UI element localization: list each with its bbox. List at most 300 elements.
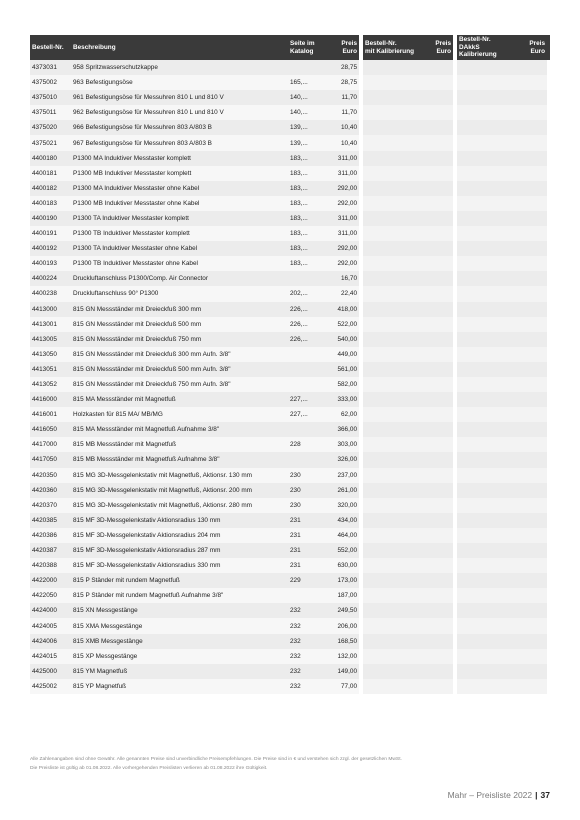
cell-calibration-number [363, 317, 425, 332]
cell-dakks-number [457, 558, 519, 573]
cell-catalog-page [288, 60, 321, 75]
cell-calibration-price [425, 286, 453, 301]
cell-dakks-number [457, 241, 519, 256]
cell-calibration-price [425, 603, 453, 618]
cell-dakks-number [457, 135, 519, 150]
cell-dakks-price [519, 226, 547, 241]
table-row [30, 437, 550, 452]
cell-order-number: 4420386 [30, 528, 71, 543]
cell-catalog-page: 231 [288, 543, 321, 558]
cell-calibration-number [363, 105, 425, 120]
cell-dakks-price [519, 483, 547, 498]
cell-order-number: 4413005 [30, 332, 71, 347]
cell-description: 815 XMA Messgestänge [71, 618, 288, 633]
cell-price: 366,00 [321, 422, 359, 437]
table-row [30, 679, 550, 694]
cell-price: 249,50 [321, 603, 359, 618]
cell-calibration-number [363, 120, 425, 135]
cell-calibration-price [425, 241, 453, 256]
cell-dakks-number [457, 618, 519, 633]
cell-description: 815 MF 3D-Messgelenkstativ Aktionsradius 130 mm [71, 513, 288, 528]
cell-catalog-page: 183,... [288, 166, 321, 181]
cell-dakks-number [457, 483, 519, 498]
cell-calibration-price [425, 166, 453, 181]
cell-description: P1300 MB Induktiver Messtaster komplett [71, 166, 288, 181]
page-number: 37 [540, 790, 550, 800]
header-dakks-number-line1: Bestell-Nr. [459, 36, 491, 44]
cell-dakks-price [519, 196, 547, 211]
cell-order-number: 4400238 [30, 286, 71, 301]
cell-description: P1300 MA Induktiver Messtaster ohne Kabel [71, 181, 288, 196]
cell-calibration-price [425, 135, 453, 150]
cell-order-number: 4400193 [30, 256, 71, 271]
cell-order-number: 4417050 [30, 452, 71, 467]
cell-order-number: 4420388 [30, 558, 71, 573]
cell-calibration-price [425, 634, 453, 649]
cell-dakks-price [519, 317, 547, 332]
cell-price: 418,00 [321, 302, 359, 317]
cell-catalog-page [288, 362, 321, 377]
cell-catalog-page: 226,... [288, 332, 321, 347]
cell-calibration-number [363, 603, 425, 618]
cell-catalog-page: 231 [288, 513, 321, 528]
cell-catalog-page: 139,... [288, 135, 321, 150]
cell-calibration-number [363, 513, 425, 528]
cell-description: 815 P Ständer mit rundem Magnetfuß Aufnahme 3/8" [71, 588, 288, 603]
header-catalog-page [288, 35, 321, 60]
cell-description: 963 Befestigungsöse [71, 75, 288, 90]
disclaimer [30, 755, 550, 773]
cell-order-number: 4400182 [30, 181, 71, 196]
cell-calibration-number [363, 664, 425, 679]
cell-price: 28,75 [321, 75, 359, 90]
cell-description: 815 YM Magnetfuß [71, 664, 288, 679]
cell-description: 967 Befestigungsöse für Messuhren 803 A/803 B [71, 135, 288, 150]
cell-catalog-page: 228 [288, 437, 321, 452]
header-calibration-number-label [365, 40, 414, 55]
cell-calibration-number [363, 181, 425, 196]
table-row [30, 377, 550, 392]
table-row [30, 196, 550, 211]
cell-calibration-number [363, 468, 425, 483]
cell-dakks-price [519, 679, 547, 694]
cell-order-number: 4422000 [30, 573, 71, 588]
table-row [30, 543, 550, 558]
cell-calibration-number [363, 302, 425, 317]
cell-dakks-price [519, 634, 547, 649]
header-price-line2: Euro [342, 47, 357, 55]
cell-description: 815 MG 3D-Messgelenkstativ mit Magnetfuß, Aktionsr. 200 mm [71, 483, 288, 498]
cell-dakks-number [457, 196, 519, 211]
cell-calibration-price [425, 196, 453, 211]
cell-description: Holzkasten für 815 MA/ MB/MG [71, 407, 288, 422]
table-row [30, 166, 550, 181]
cell-calibration-number [363, 679, 425, 694]
cell-dakks-number [457, 120, 519, 135]
cell-dakks-price [519, 302, 547, 317]
cell-dakks-price [519, 392, 547, 407]
cell-price: 149,00 [321, 664, 359, 679]
cell-dakks-price [519, 60, 547, 75]
cell-catalog-page: 183,... [288, 226, 321, 241]
cell-order-number: 4424000 [30, 603, 71, 618]
cell-price: 206,00 [321, 618, 359, 633]
cell-catalog-page: 230 [288, 483, 321, 498]
cell-description: 815 MB Messständer mit Magnetfuß Aufnahme 3/8" [71, 452, 288, 467]
cell-calibration-price [425, 271, 453, 286]
cell-calibration-number [363, 151, 425, 166]
cell-price: 522,00 [321, 317, 359, 332]
cell-dakks-number [457, 468, 519, 483]
cell-catalog-page [288, 588, 321, 603]
cell-price: 168,50 [321, 634, 359, 649]
cell-order-number: 4424005 [30, 618, 71, 633]
cell-calibration-price [425, 679, 453, 694]
cell-description: 815 MF 3D-Messgelenkstativ Aktionsradius 287 mm [71, 543, 288, 558]
cell-calibration-number [363, 90, 425, 105]
header-order-number-label: Bestell-Nr. [32, 43, 64, 51]
cell-calibration-number [363, 528, 425, 543]
cell-price: 540,00 [321, 332, 359, 347]
cell-description: P1300 TA Induktiver Messtaster ohne Kabel [71, 241, 288, 256]
cell-price: 28,75 [321, 60, 359, 75]
cell-dakks-number [457, 347, 519, 362]
cell-calibration-price [425, 226, 453, 241]
cell-dakks-number [457, 603, 519, 618]
cell-order-number: 4373031 [30, 60, 71, 75]
cell-dakks-price [519, 135, 547, 150]
cell-catalog-page: 183,... [288, 256, 321, 271]
header-dakks-price [519, 35, 547, 60]
cell-order-number: 4420360 [30, 483, 71, 498]
cell-order-number: 4400183 [30, 196, 71, 211]
cell-catalog-page: 165,... [288, 75, 321, 90]
cell-calibration-number [363, 634, 425, 649]
header-catalog-page-label [290, 40, 315, 55]
cell-price: 292,00 [321, 181, 359, 196]
cell-calibration-number [363, 166, 425, 181]
header-catalog-page-line1: Seite im [290, 40, 315, 47]
cell-catalog-page [288, 347, 321, 362]
cell-dakks-price [519, 558, 547, 573]
cell-dakks-number [457, 105, 519, 120]
cell-calibration-number [363, 256, 425, 271]
cell-order-number: 4400181 [30, 166, 71, 181]
cell-description: 815 MG 3D-Messgelenkstativ mit Magnetfuß, Aktionsr. 280 mm [71, 498, 288, 513]
cell-order-number: 4424006 [30, 634, 71, 649]
cell-dakks-price [519, 498, 547, 513]
disclaimer-line-1: Alle Zahlenangaben sind ohne Gewähr. Alle genannten Preise sind unverbindliche Preisempfehlungen. Die Preise sind in € und verstehen sich zzgl. der gesetzlichen MwSt. [30, 757, 402, 762]
header-calibration-number-line1: Bestell-Nr. [365, 40, 397, 47]
cell-calibration-price [425, 588, 453, 603]
table-row [30, 392, 550, 407]
table-row [30, 241, 550, 256]
cell-dakks-number [457, 286, 519, 301]
cell-price: 449,00 [321, 347, 359, 362]
cell-calibration-number [363, 483, 425, 498]
cell-calibration-number [363, 543, 425, 558]
header-dakks-price-line2: Euro [530, 47, 545, 55]
header-calibration-price-label [435, 40, 451, 55]
table-row [30, 664, 550, 679]
cell-dakks-number [457, 573, 519, 588]
cell-calibration-price [425, 181, 453, 196]
table-row [30, 211, 550, 226]
footer-title: Mahr – Preisliste 2022 [447, 790, 533, 800]
cell-catalog-page: 231 [288, 528, 321, 543]
cell-description: 815 XMB Messgestänge [71, 634, 288, 649]
cell-price: 11,70 [321, 105, 359, 120]
cell-description: 815 MF 3D-Messgelenkstativ Aktionsradius 204 mm [71, 528, 288, 543]
cell-dakks-number [457, 256, 519, 271]
cell-order-number: 4400190 [30, 211, 71, 226]
cell-description: 815 P Ständer mit rundem Magnetfuß [71, 573, 288, 588]
header-catalog-page-line2: Katalog [290, 47, 314, 55]
cell-price: 311,00 [321, 166, 359, 181]
cell-dakks-number [457, 679, 519, 694]
cell-dakks-price [519, 75, 547, 90]
price-table [30, 35, 550, 694]
cell-calibration-price [425, 60, 453, 75]
cell-description: 815 GN Messständer mit Dreieckfuß 750 mm Aufn. 3/8" [71, 377, 288, 392]
cell-price: 292,00 [321, 241, 359, 256]
header-dakks-number [457, 35, 519, 60]
cell-catalog-page: 232 [288, 664, 321, 679]
cell-calibration-price [425, 664, 453, 679]
cell-catalog-page: 227,... [288, 407, 321, 422]
table-row [30, 75, 550, 90]
cell-order-number: 4400180 [30, 151, 71, 166]
header-description-label: Beschreibung [73, 43, 116, 51]
header-dakks-price-line1: Preis [529, 40, 545, 47]
cell-calibration-price [425, 392, 453, 407]
cell-price: 173,00 [321, 573, 359, 588]
cell-dakks-price [519, 181, 547, 196]
table-row [30, 317, 550, 332]
cell-dakks-number [457, 302, 519, 317]
cell-order-number: 4375021 [30, 135, 71, 150]
cell-dakks-number [457, 75, 519, 90]
cell-calibration-number [363, 437, 425, 452]
cell-dakks-price [519, 588, 547, 603]
cell-catalog-page: 183,... [288, 151, 321, 166]
cell-calibration-number [363, 347, 425, 362]
table-row [30, 226, 550, 241]
table-row [30, 407, 550, 422]
cell-calibration-price [425, 151, 453, 166]
table-row [30, 362, 550, 377]
cell-calibration-number [363, 211, 425, 226]
cell-calibration-number [363, 498, 425, 513]
cell-price: 311,00 [321, 151, 359, 166]
cell-description: P1300 TB Induktiver Messtaster ohne Kabel [71, 256, 288, 271]
page-footer [448, 790, 550, 800]
cell-dakks-number [457, 649, 519, 664]
cell-dakks-price [519, 528, 547, 543]
cell-order-number: 4375002 [30, 75, 71, 90]
cell-order-number: 4375010 [30, 90, 71, 105]
cell-catalog-page [288, 452, 321, 467]
cell-calibration-number [363, 332, 425, 347]
cell-order-number: 4420385 [30, 513, 71, 528]
cell-description: Druckluftanschluss P1300/Comp. Air Connector [71, 271, 288, 286]
table-row [30, 422, 550, 437]
cell-order-number: 4425000 [30, 664, 71, 679]
cell-dakks-price [519, 362, 547, 377]
cell-calibration-number [363, 618, 425, 633]
table-row [30, 649, 550, 664]
cell-calibration-price [425, 437, 453, 452]
table-row [30, 498, 550, 513]
cell-order-number: 4413001 [30, 317, 71, 332]
cell-dakks-price [519, 347, 547, 362]
cell-price: 311,00 [321, 211, 359, 226]
cell-dakks-number [457, 90, 519, 105]
cell-price: 552,00 [321, 543, 359, 558]
cell-price: 187,00 [321, 588, 359, 603]
cell-order-number: 4413051 [30, 362, 71, 377]
cell-dakks-price [519, 437, 547, 452]
cell-calibration-price [425, 211, 453, 226]
cell-description: 958 Spritzwasserschutzkappe [71, 60, 288, 75]
cell-catalog-page: 139,... [288, 120, 321, 135]
cell-price: 62,00 [321, 407, 359, 422]
cell-catalog-page: 227,... [288, 392, 321, 407]
cell-description: 815 GN Messständer mit Dreieckfuß 300 mm [71, 302, 288, 317]
cell-calibration-price [425, 377, 453, 392]
cell-dakks-number [457, 422, 519, 437]
cell-calibration-price [425, 105, 453, 120]
header-dakks-price-label [529, 40, 545, 55]
cell-description: 815 MF 3D-Messgelenkstativ Aktionsradius 330 mm [71, 558, 288, 573]
cell-calibration-number [363, 392, 425, 407]
cell-catalog-page: 183,... [288, 241, 321, 256]
cell-catalog-page: 183,... [288, 196, 321, 211]
cell-dakks-price [519, 271, 547, 286]
cell-calibration-price [425, 90, 453, 105]
cell-description: 966 Befestigungsöse für Messuhren 803 A/803 B [71, 120, 288, 135]
cell-price: 311,00 [321, 226, 359, 241]
cell-catalog-page: 183,... [288, 181, 321, 196]
cell-dakks-price [519, 286, 547, 301]
header-calibration-price-line1: Preis [435, 40, 451, 47]
cell-calibration-number [363, 407, 425, 422]
table-row [30, 558, 550, 573]
cell-order-number: 4420370 [30, 498, 71, 513]
cell-dakks-number [457, 151, 519, 166]
cell-dakks-price [519, 211, 547, 226]
cell-dakks-price [519, 543, 547, 558]
cell-dakks-number [457, 181, 519, 196]
cell-calibration-price [425, 573, 453, 588]
table-row [30, 256, 550, 271]
cell-price: 132,00 [321, 649, 359, 664]
cell-catalog-page: 226,... [288, 317, 321, 332]
cell-order-number: 4400224 [30, 271, 71, 286]
cell-description: 815 GN Messständer mit Dreieckfuß 500 mm [71, 317, 288, 332]
cell-description: P1300 MB Induktiver Messtaster ohne Kabel [71, 196, 288, 211]
cell-description: 962 Befestigungsöse für Messuhren 810 L und 810 V [71, 105, 288, 120]
cell-price: 11,70 [321, 90, 359, 105]
cell-calibration-number [363, 362, 425, 377]
cell-calibration-number [363, 558, 425, 573]
cell-calibration-price [425, 256, 453, 271]
cell-calibration-number [363, 649, 425, 664]
cell-calibration-number [363, 377, 425, 392]
cell-dakks-number [457, 271, 519, 286]
cell-calibration-price [425, 347, 453, 362]
cell-calibration-number [363, 241, 425, 256]
table-row [30, 151, 550, 166]
cell-dakks-number [457, 498, 519, 513]
cell-calibration-price [425, 618, 453, 633]
cell-price: 333,00 [321, 392, 359, 407]
cell-catalog-page: 183,... [288, 211, 321, 226]
cell-calibration-price [425, 468, 453, 483]
cell-description: 815 MG 3D-Messgelenkstativ mit Magnetfuß, Aktionsr. 130 mm [71, 468, 288, 483]
cell-calibration-price [425, 452, 453, 467]
cell-calibration-number [363, 573, 425, 588]
cell-description: P1300 MA Induktiver Messtaster komplett [71, 151, 288, 166]
table-row [30, 105, 550, 120]
cell-price: 582,00 [321, 377, 359, 392]
cell-calibration-price [425, 362, 453, 377]
cell-dakks-number [457, 634, 519, 649]
cell-price: 561,00 [321, 362, 359, 377]
cell-catalog-page [288, 377, 321, 392]
cell-dakks-number [457, 211, 519, 226]
cell-description: Druckluftanschluss 90° P1300 [71, 286, 288, 301]
cell-dakks-number [457, 166, 519, 181]
cell-catalog-page [288, 271, 321, 286]
cell-description: P1300 TA Induktiver Messtaster komplett [71, 211, 288, 226]
table-row [30, 60, 550, 75]
cell-catalog-page: 232 [288, 634, 321, 649]
cell-calibration-number [363, 196, 425, 211]
cell-price: 77,00 [321, 679, 359, 694]
table-row [30, 120, 550, 135]
cell-price: 292,00 [321, 196, 359, 211]
cell-catalog-page: 232 [288, 679, 321, 694]
cell-description: 815 YP Magnetfuß [71, 679, 288, 694]
cell-order-number: 4416001 [30, 407, 71, 422]
cell-order-number: 4417000 [30, 437, 71, 452]
cell-calibration-number [363, 271, 425, 286]
cell-price: 261,00 [321, 483, 359, 498]
header-calibration-number [363, 35, 425, 60]
cell-calibration-price [425, 483, 453, 498]
cell-dakks-price [519, 664, 547, 679]
cell-catalog-page: 232 [288, 618, 321, 633]
cell-dakks-number [457, 513, 519, 528]
header-calibration-price [425, 35, 453, 60]
cell-calibration-price [425, 302, 453, 317]
cell-calibration-price [425, 332, 453, 347]
cell-price: 303,00 [321, 437, 359, 452]
table-row [30, 483, 550, 498]
table-row [30, 302, 550, 317]
cell-dakks-price [519, 166, 547, 181]
table-row [30, 286, 550, 301]
cell-catalog-page: 231 [288, 558, 321, 573]
cell-dakks-number [457, 664, 519, 679]
cell-dakks-number [457, 226, 519, 241]
cell-dakks-price [519, 422, 547, 437]
cell-calibration-price [425, 317, 453, 332]
cell-price: 237,00 [321, 468, 359, 483]
cell-calibration-price [425, 513, 453, 528]
cell-order-number: 4420350 [30, 468, 71, 483]
